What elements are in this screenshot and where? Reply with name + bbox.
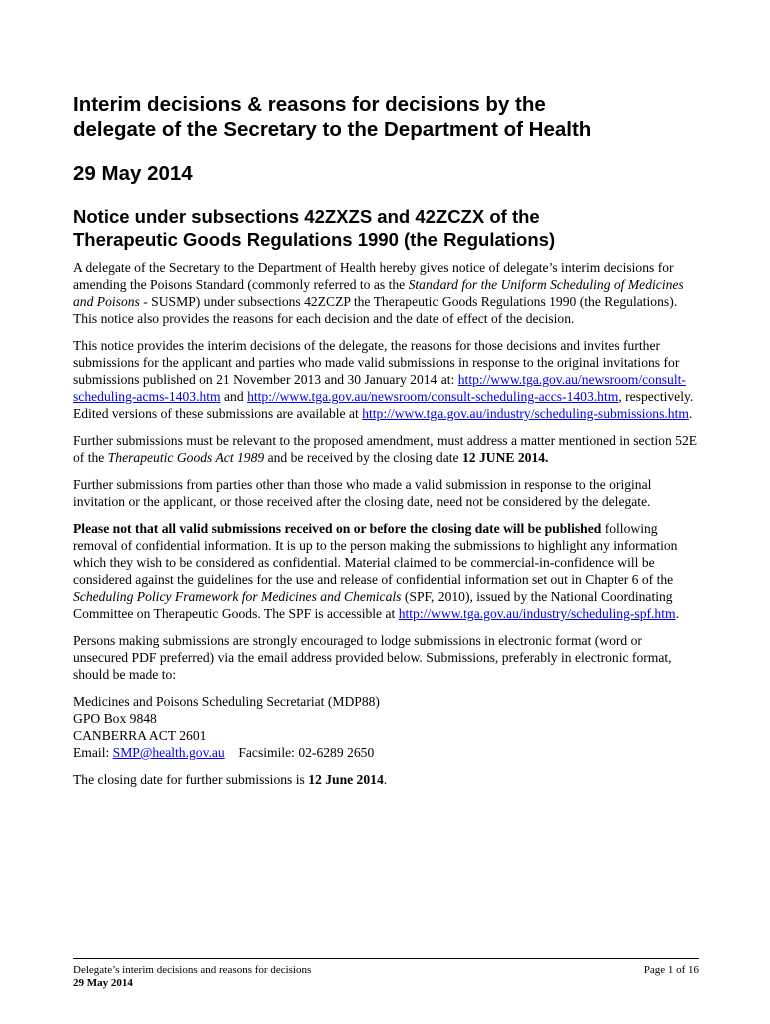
notice-line-1: Notice under subsections 42ZXZS and 42ZCZX of the <box>73 206 540 227</box>
footer-date: 29 May 2014 <box>73 977 133 989</box>
publication-notice-bold: Please not that all valid submissions received on or before the closing date will be published <box>73 521 602 536</box>
document-page <box>73 92 699 788</box>
submissions-link[interactable]: http://www.tga.gov.au/industry/scheduling-submissions.htm <box>362 406 689 421</box>
notice-line-2: Therapeutic Goods Regulations 1990 (the Regulations) <box>73 229 556 250</box>
spf-link[interactable]: http://www.tga.gov.au/industry/scheduling-spf.htm <box>398 606 676 621</box>
paragraph-intro <box>73 259 699 327</box>
email-label: Email: <box>73 745 113 760</box>
page-footer <box>73 958 699 990</box>
intro-text-b: - SUSMP) under subsections 42ZCZP the Therapeutic Goods Regulations 1990 (the Regulations). This notice also provides the reasons for each decision and the date of effect of the decision. <box>73 294 678 326</box>
footer-title: Delegate’s interim decisions and reasons for decisions <box>73 964 312 976</box>
title-line-1: Interim decisions & reasons for decisions by the <box>73 93 546 116</box>
paragraph-invitation <box>73 337 699 422</box>
intro-text-a: A delegate of the Secretary to the Department of Health hereby gives notice of delegate’s interim decisions for amending the Poisons Standard (commonly referred to as the <box>73 260 674 292</box>
acms-link[interactable]: http://www.tga.gov.au/newsroom/consult-scheduling-acms-1403.htm <box>73 372 686 404</box>
invitation-text-a: This notice provides the interim decisions of the delegate, the reasons for those decisions and invites further submissions for the applicant and parties who made valid submissions in response to the original invitations for submissions published on 21 November 2013 and 30 January 2014 at: <box>73 338 680 387</box>
document-title <box>73 92 699 142</box>
notice-heading <box>73 205 699 251</box>
page-number: Page 1 of 16 <box>643 964 699 976</box>
invitation-text-b: and <box>220 389 248 404</box>
document-date: 29 May 2014 <box>73 162 193 185</box>
paragraph-relevance <box>73 432 699 466</box>
invitation-text-d: . <box>688 406 693 421</box>
intro-susmp-title: Standard for the Uniform Scheduling of Medicines and Poisons <box>73 277 684 309</box>
publication-text-b: (SPF, 2010), issued by the National Coordinating Committee on Therapeutic Goods. The SPF is accessible at <box>73 589 673 621</box>
title-line-2: delegate of the Secretary to the Department of Health <box>73 118 592 141</box>
publication-text-a: following removal of confidential information. It is up to the person making the submissions to highlight any information which they wish to be considered as confidential. Material claimed to be commercial-in-confidence will be considered against the guidelines for the use and release of confidential information set out in Chapter 6 of the <box>73 521 678 587</box>
address-line-1: Medicines and Poisons Scheduling Secretariat (MDP88) <box>73 694 380 709</box>
paragraph-other-parties: Further submissions from parties other than those who made a valid submission in response to the original invitation or the applicant, or those received after the closing date, need not be considered by the delegate. <box>73 477 652 509</box>
email-link[interactable]: SMP@health.gov.au <box>112 745 225 760</box>
accs-link[interactable]: http://www.tga.gov.au/newsroom/consult-scheduling-accs-1403.htm <box>247 389 619 404</box>
closing-text-b: . <box>383 772 388 787</box>
facsimile: Facsimile: 02-6289 2650 <box>238 745 375 760</box>
relevance-text-b: and be received by the closing date <box>264 450 462 465</box>
closing-date-bold: 12 JUNE 2014. <box>461 450 549 465</box>
invitation-text-c: , respectively. Edited versions of these submissions are available at <box>73 389 694 421</box>
address-line-2: GPO Box 9848 <box>73 711 157 726</box>
closing-date: 12 June 2014 <box>308 772 384 787</box>
closing-date-statement <box>73 771 699 788</box>
act-title: Therapeutic Goods Act 1989 <box>107 450 265 465</box>
relevance-text-a: Further submissions must be relevant to the proposed amendment, must address a matter mentioned in section 52E of the <box>73 433 698 465</box>
spf-title: Scheduling Policy Framework for Medicines and Chemicals <box>73 589 402 604</box>
publication-text-c: . <box>675 606 679 621</box>
closing-text-a: The closing date for further submissions is <box>73 772 309 787</box>
address-line-3: CANBERRA ACT 2601 <box>73 728 207 743</box>
paragraph-electronic-format: Persons making submissions are strongly encouraged to lodge submissions in electronic format (word or unsecured PDF preferred) via the email address provided below. Submissions, preferably in electronic format, should be made to: <box>73 633 672 682</box>
secretariat-address <box>73 693 699 761</box>
paragraph-publication <box>73 520 699 622</box>
